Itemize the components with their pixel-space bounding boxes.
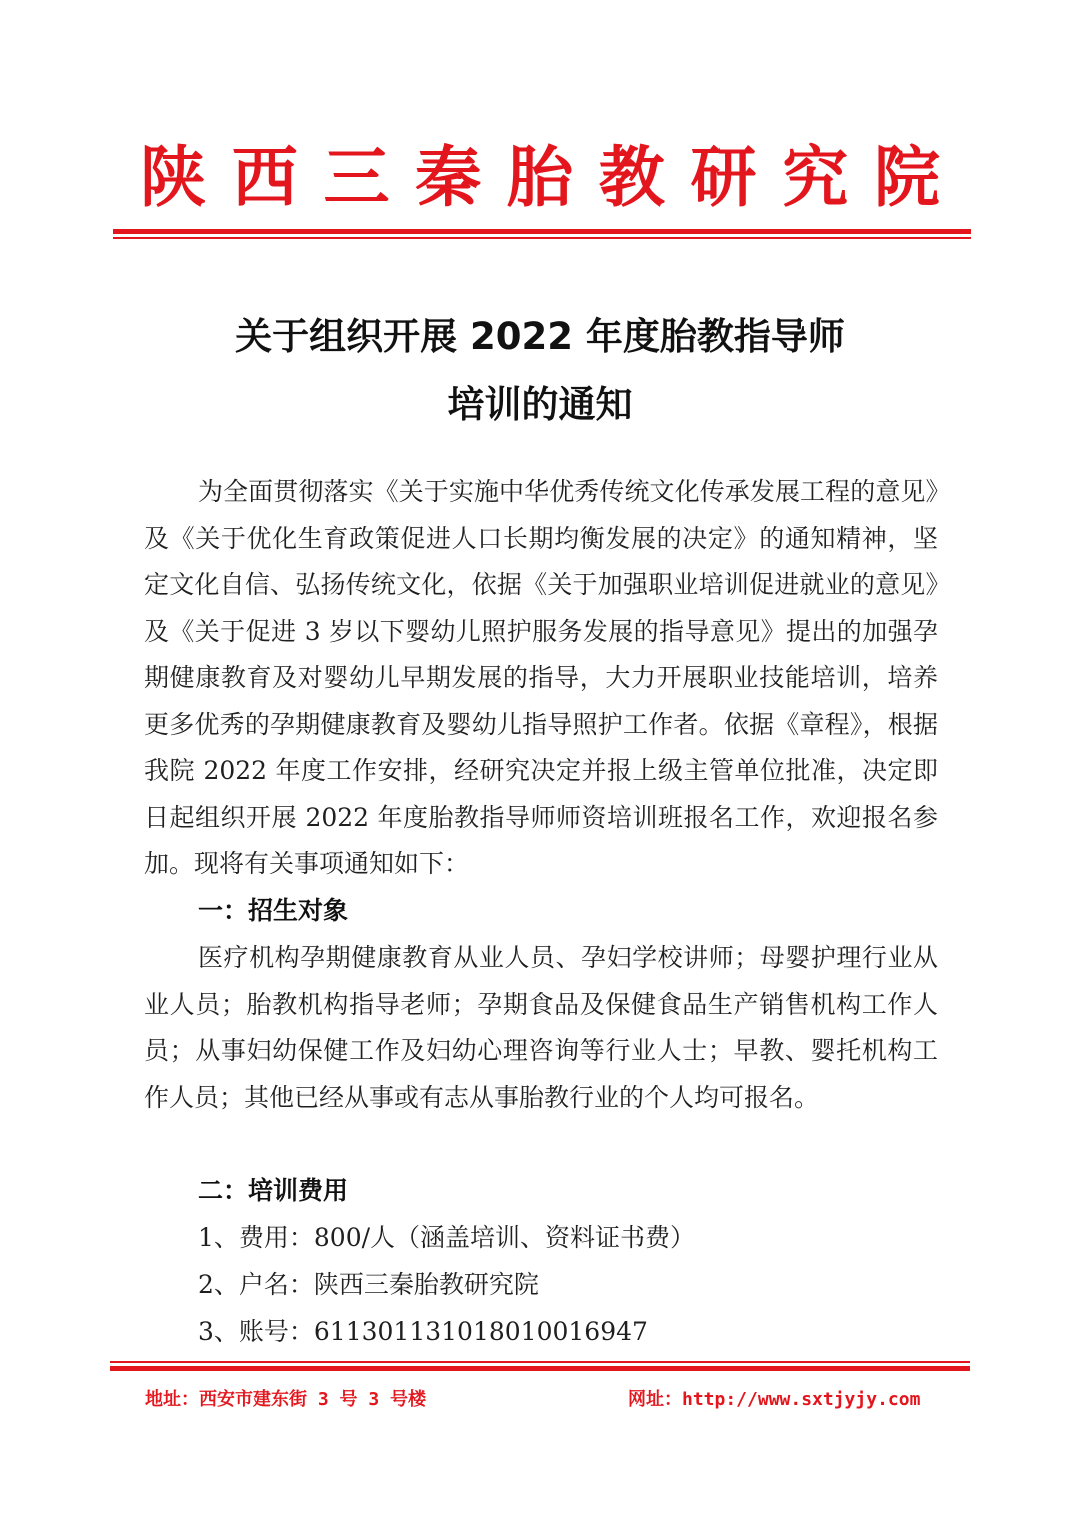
masthead-char: 西: [231, 139, 298, 216]
footer-rule-thin: [110, 1361, 970, 1363]
masthead-char: 陕: [140, 139, 206, 216]
masthead-char: 三: [323, 139, 390, 216]
masthead-char: 胎: [507, 139, 573, 216]
recruitment-paragraph: 医疗机构孕期健康教育从业人员、孕妇学校讲师；母婴护理行业从业人员；胎教机构指导老师；孕期食品及保健食品生产销售机构工作人员；从事妇幼保健工作及妇幼心理咨询等行业人士；早教、婴托机构工作人员；其他已经从事或有志从事胎教行业的个人均可报名。: [144, 943, 938, 1112]
masthead-title: [140, 138, 940, 218]
section-heading-fees: 二：培训费用: [198, 1176, 349, 1205]
masthead-char: 教: [598, 139, 665, 216]
fee-item: 1、费用：800/人（涵盖培训、资料证书费）: [198, 1223, 696, 1252]
notice-title-line2: 培训的通知: [447, 383, 633, 426]
header-rule-thin: [113, 237, 971, 239]
masthead-char: 院: [874, 139, 940, 216]
footer-rule-thick: [110, 1366, 970, 1371]
notice-intro-paragraph: 为全面贯彻落实《关于实施中华优秀传统文化传承发展工程的意见》及《关于优化生育政策促进人口长期均衡发展的决定》的通知精神，坚定文化自信、弘扬传统文化，依据《关于加强职业培训促进就业的意见》及《关于促进 3 岁以下婴幼儿照护服务发展的指导意见》提出的加强孕期健康教育及对婴幼儿早期发展的指导，大力开展职业技能培训，培养更多优秀的孕期健康教育及婴幼儿指导照护工作者。依据《章程》，根据我院 2022 年度工作安排，经研究决定并报上级主管单位批准，决定即日起组织开展 2022 年度胎教指导师师资培训班报名工作，欢迎报名参加。现将有关事项通知如下：: [144, 477, 938, 878]
section-heading-recruitment: 一：招生对象: [198, 896, 349, 925]
notice-title-line1: 关于组织开展 2022 年度胎教指导师: [235, 315, 845, 358]
account-name-item: 2、户名：陕西三秦胎教研究院: [198, 1270, 539, 1299]
masthead-char: 研: [690, 139, 757, 216]
footer-website: 网址：http://www.sxtjyjy.com: [628, 1389, 921, 1410]
masthead-char: 究: [782, 139, 849, 216]
masthead-char: 秦: [415, 139, 482, 216]
header-rule-thick: [113, 229, 971, 234]
account-number-item: 3、账号：6113011310180100169​47: [198, 1317, 648, 1346]
footer-address: 地址：西安市建东街 3 号 3 号楼: [145, 1389, 427, 1410]
